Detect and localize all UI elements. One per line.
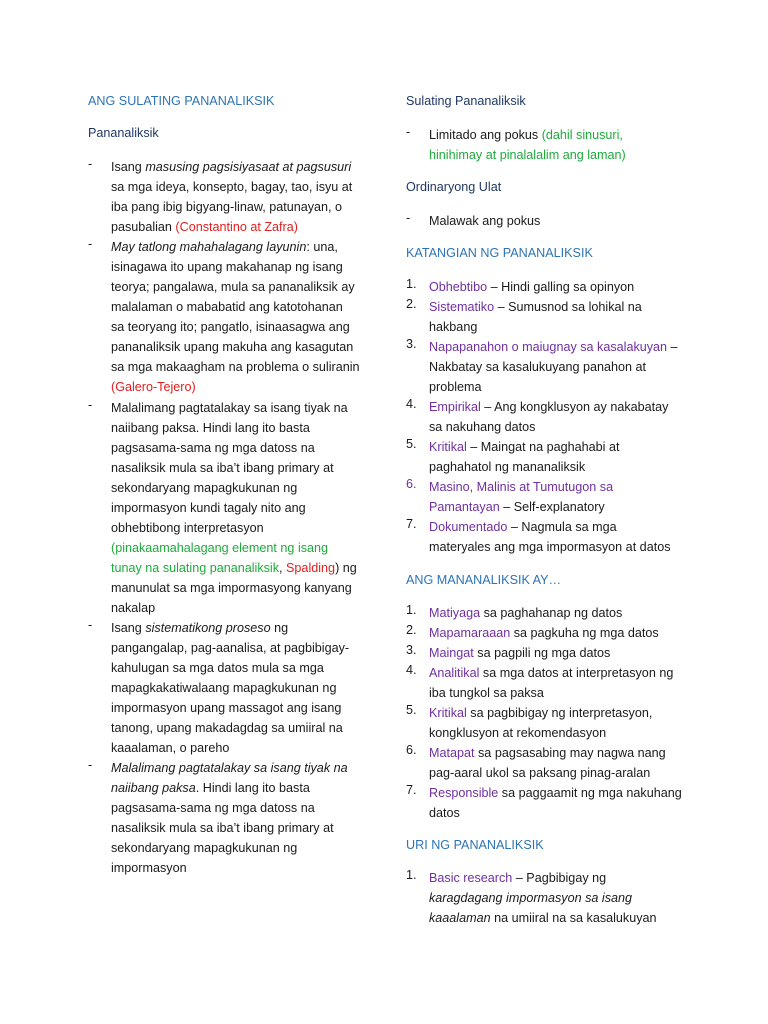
section-heading-mananaliksik: ANG MANANALIKSIK AY…	[406, 573, 562, 587]
katangian-item-3: 3. Napapanahon o maiugnay sa kasalakuyan – Nakbatay sa kasalukuyang panahon at problema	[406, 337, 678, 394]
mananaliksik-item-5: 5. Kritikal sa pagbibigay ng interpretasyon, kongklusyon at rekomendasyon	[406, 703, 653, 740]
citation: (Constantino at Zafra)	[175, 220, 298, 234]
bullet-dash: -	[406, 125, 411, 139]
mananaliksik-item-4: 4. Analitikal sa mga datos at interpretasyon ng iba tungkol sa paksa	[406, 663, 674, 700]
definition-bullet-5: - Malalimang pagtatalakay sa isang tiyak na naiibang paksa. Hindi lang ito basta pagsasama-sama ng mga datoss na nasaliksik mula sa iba’t ibang primary at sekondaryang mapagkukunan ng impormasyon	[88, 758, 348, 875]
definition-bullet-3: - Malalimang pagtatalakay sa isang tiyak na naiibang paksa. Hindi lang ito basta pagsasama-sama ng mga datoss na nasaliksik mula sa iba’t ibang primary at sekondaryang mapagkukunan ng impormasyon kundi tagaly nito ang obhebtibong interpretasyon (pinakaamahalagang element ng isang tunay na sulating pananaliksik, Spalding) ng manunulat sa mga impormasyong kanyang nakalap	[88, 398, 378, 618]
katangian-item-4: 4. Empirikal – Ang kongklusyon ay nakabatay sa nakuhang datos	[406, 397, 669, 434]
definition-bullet-1: - Isang masusing pagsisiyasaat at pagsusuri sa mga ideya, konsepto, bagay, tao, isyu at iba pang ibig bigyang-linaw, patunayan, o pasubalian (Constantino at Zafra)	[88, 157, 353, 234]
bullet-dash: -	[88, 157, 93, 171]
citation: (Galero-Tejero)	[111, 380, 196, 394]
emphasis-note: (pinakaamahalagang element ng isang	[111, 541, 329, 555]
sulating-bullet: - Limitado ang pokus (dahil sinusuri, hinihimay at pinalalalim ang laman)	[406, 125, 626, 162]
mananaliksik-item-6: 6. Matapat sa pagsasabing may nagwa nang pag-aaral ukol sa paksang pinag-aralan	[406, 743, 666, 780]
katangian-item-6: 6. Masino, Malinis at Tumutugon sa Pamantayan – Self-explanatory	[406, 477, 614, 514]
mananaliksik-item-7: 7. Responsible sa paggaamit ng mga nakuhang datos	[406, 783, 682, 820]
mananaliksik-item-2: 2. Mapamaraaan sa pagkuha ng mga datos	[406, 623, 659, 640]
bullet-dash: -	[88, 398, 93, 412]
section-heading-sulating: Sulating Pananaliksik	[406, 94, 526, 108]
definition-bullet-4: - Isang sistematikong proseso ng pangangalap, pag-aanalisa, at pagbibigay- kahulugan sa mga datos mula sa mga mapagkakatiwalaang mapagkukunan ng impormasyon upang massagot ang isang tanong, upang makadagdag sa umiiral na kaaalaman, o pareho	[88, 618, 350, 755]
katangian-item-2: 2. Sistematiko – Sumusnod sa lohikal na hakbang	[406, 297, 642, 334]
citation: Spalding	[286, 561, 336, 575]
katangian-item-7: 7. Dokumentado – Nagmula sa mga materyales ang mga impormasyon at datos	[406, 517, 671, 554]
bullet-dash: -	[88, 237, 93, 251]
uri-item-1: 1. Basic research – Pagbibigay ng karagdagang impormasyon sa isang kaaalaman na umiiral na sa kasalukuyan	[406, 868, 657, 925]
bullet-dash: -	[88, 618, 93, 632]
section-heading-pananaliksik: Pananaliksik	[88, 126, 159, 140]
section-heading-ordinaryong: Ordinaryong Ulat	[406, 180, 502, 194]
definition-bullet-2: - May tatlong mahahalagang layunin: una, isinagawa ito upang makahanap ng isang teorya; pangalawa, mula sa pananaliksik ay malalaman o mababatid ang katotohanan sa teoryang ito; pangatlo, isinaasagwa ang pananaliksik upang makuha ang kasagutan sa mga makaagham na problema o suliranin (Galero-Tejero)	[88, 237, 378, 397]
katangian-item-1: 1. Obhebtibo – Hindi galling sa opinyon	[406, 277, 635, 294]
section-heading-katangian: KATANGIAN NG PANANALIKSIK	[406, 246, 593, 260]
bullet-dash: -	[88, 758, 93, 772]
katangian-item-5: 5. Kritikal – Maingat na paghahabi at paghahatol ng mananaliksik	[406, 437, 620, 474]
ordinaryong-bullet: - Malawak ang pokus	[406, 211, 541, 228]
section-heading-uri: URI NG PANANALIKSIK	[406, 838, 544, 852]
mananaliksik-item-1: 1. Matiyaga sa paghahanap ng datos	[406, 603, 623, 620]
document-title: ANG SULATING PANANALIKSIK	[88, 94, 275, 108]
bullet-dash: -	[406, 211, 411, 225]
mananaliksik-item-3: 3. Maingat sa pagpili ng mga datos	[406, 643, 611, 660]
